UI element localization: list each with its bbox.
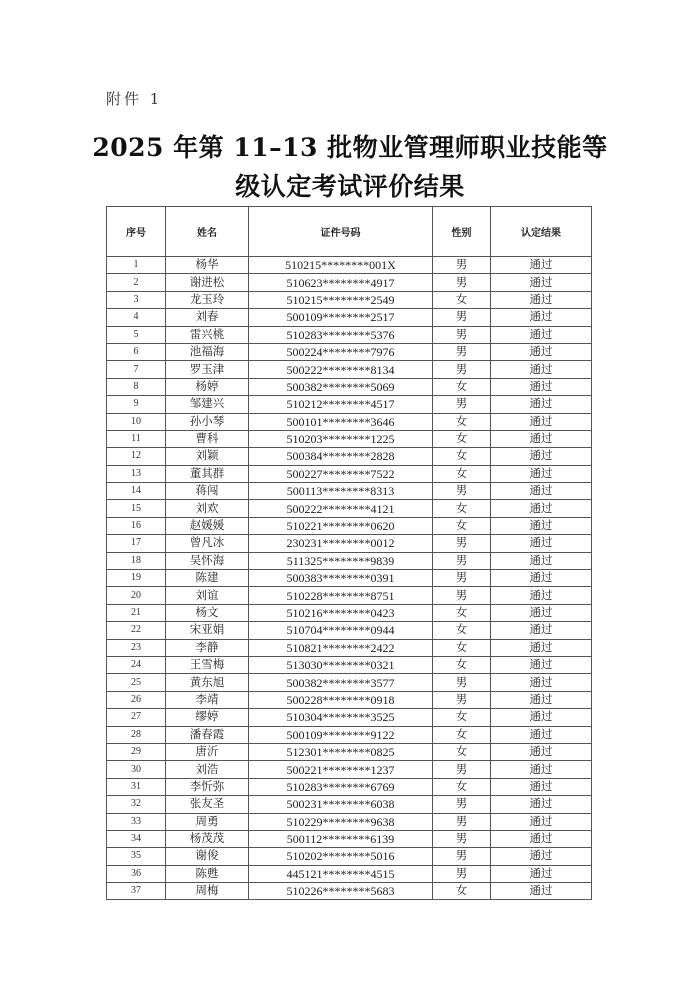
cell-result: 通过	[491, 413, 592, 430]
table-row	[107, 587, 592, 604]
cell-seq: 6	[107, 343, 166, 360]
cell-seq: 16	[107, 517, 166, 534]
cell-id-number: 500382********3577	[249, 674, 433, 691]
cell-gender: 女	[433, 883, 491, 900]
cell-gender: 男	[433, 813, 491, 830]
table-row	[107, 448, 592, 465]
cell-seq: 31	[107, 778, 166, 795]
cell-seq: 15	[107, 500, 166, 517]
cell-name: 杨茂茂	[166, 830, 249, 847]
table-row	[107, 639, 592, 656]
cell-id-number: 510821********2422	[249, 639, 433, 656]
table-row	[107, 674, 592, 691]
cell-result: 通过	[491, 761, 592, 778]
cell-name: 雷兴桃	[166, 326, 249, 343]
cell-gender: 女	[433, 430, 491, 447]
cell-result: 通过	[491, 813, 592, 830]
cell-gender: 女	[433, 413, 491, 430]
cell-seq: 4	[107, 309, 166, 326]
cell-id-number: 510221********0620	[249, 517, 433, 534]
cell-result: 通过	[491, 465, 592, 482]
cell-gender: 男	[433, 830, 491, 847]
table-row	[107, 604, 592, 621]
cell-id-number: 500113********8313	[249, 483, 433, 500]
cell-name: 陈建	[166, 570, 249, 587]
cell-seq: 9	[107, 396, 166, 413]
table-row	[107, 830, 592, 847]
cell-gender: 男	[433, 552, 491, 569]
cell-gender: 男	[433, 257, 491, 274]
cell-id-number: 510283********6769	[249, 778, 433, 795]
cell-result: 通过	[491, 848, 592, 865]
cell-seq: 12	[107, 448, 166, 465]
cell-result: 通过	[491, 656, 592, 673]
cell-name: 李忻弥	[166, 778, 249, 795]
cell-gender: 女	[433, 465, 491, 482]
cell-id-number: 511325********9839	[249, 552, 433, 569]
cell-name: 龙玉玲	[166, 291, 249, 308]
cell-gender: 男	[433, 570, 491, 587]
cell-gender: 女	[433, 604, 491, 621]
cell-id-number: 500101********3646	[249, 413, 433, 430]
cell-name: 刘颖	[166, 448, 249, 465]
cell-name: 缪婷	[166, 709, 249, 726]
cell-seq: 2	[107, 274, 166, 291]
cell-id-number: 230231********0012	[249, 535, 433, 552]
cell-gender: 男	[433, 274, 491, 291]
cell-id-number: 510216********0423	[249, 604, 433, 621]
cell-gender: 男	[433, 535, 491, 552]
table-row	[107, 500, 592, 517]
cell-seq: 32	[107, 796, 166, 813]
cell-name: 李靖	[166, 691, 249, 708]
cell-id-number: 500109********9122	[249, 726, 433, 743]
table-row	[107, 552, 592, 569]
cell-gender: 女	[433, 726, 491, 743]
cell-id-number: 500382********5069	[249, 378, 433, 395]
cell-result: 通过	[491, 500, 592, 517]
cell-seq: 30	[107, 761, 166, 778]
table-body	[107, 257, 592, 900]
table-row	[107, 483, 592, 500]
cell-seq: 10	[107, 413, 166, 430]
cell-id-number: 510623********4917	[249, 274, 433, 291]
cell-result: 通过	[491, 622, 592, 639]
cell-id-number: 510226********5683	[249, 883, 433, 900]
table-row	[107, 430, 592, 447]
cell-result: 通过	[491, 326, 592, 343]
table-row	[107, 726, 592, 743]
cell-name: 谢俊	[166, 848, 249, 865]
cell-seq: 13	[107, 465, 166, 482]
cell-name: 周勇	[166, 813, 249, 830]
cell-seq: 29	[107, 743, 166, 760]
cell-gender: 女	[433, 622, 491, 639]
cell-gender: 男	[433, 848, 491, 865]
cell-id-number: 500227********7522	[249, 465, 433, 482]
cell-seq: 20	[107, 587, 166, 604]
table-row	[107, 691, 592, 708]
table-row	[107, 517, 592, 534]
header-name: 姓名	[166, 207, 249, 257]
cell-name: 赵媛媛	[166, 517, 249, 534]
cell-name: 陈甦	[166, 865, 249, 882]
cell-result: 通过	[491, 570, 592, 587]
cell-id-number: 500228********0918	[249, 691, 433, 708]
table-row	[107, 570, 592, 587]
cell-result: 通过	[491, 483, 592, 500]
header-id-number: 证件号码	[249, 207, 433, 257]
cell-name: 周梅	[166, 883, 249, 900]
cell-name: 李静	[166, 639, 249, 656]
cell-gender: 男	[433, 796, 491, 813]
cell-id-number: 445121********4515	[249, 865, 433, 882]
cell-gender: 女	[433, 639, 491, 656]
cell-gender: 男	[433, 326, 491, 343]
cell-name: 吴怀海	[166, 552, 249, 569]
cell-id-number: 510283********5376	[249, 326, 433, 343]
cell-gender: 男	[433, 361, 491, 378]
cell-id-number: 500112********6139	[249, 830, 433, 847]
cell-name: 潘春霞	[166, 726, 249, 743]
cell-id-number: 510704********0944	[249, 622, 433, 639]
cell-name: 谢进松	[166, 274, 249, 291]
cell-seq: 7	[107, 361, 166, 378]
cell-result: 通过	[491, 865, 592, 882]
cell-id-number: 500383********0391	[249, 570, 433, 587]
cell-seq: 18	[107, 552, 166, 569]
cell-id-number: 512301********0825	[249, 743, 433, 760]
cell-gender: 女	[433, 778, 491, 795]
table-row	[107, 378, 592, 395]
cell-id-number: 500222********4121	[249, 500, 433, 517]
cell-gender: 男	[433, 761, 491, 778]
cell-result: 通过	[491, 778, 592, 795]
cell-gender: 男	[433, 865, 491, 882]
cell-seq: 22	[107, 622, 166, 639]
cell-result: 通过	[491, 552, 592, 569]
document-title-line-2: 级认定考试评价结果	[235, 172, 465, 201]
cell-name: 王雪梅	[166, 656, 249, 673]
header-gender: 性别	[433, 207, 491, 257]
cell-result: 通过	[491, 883, 592, 900]
cell-seq: 33	[107, 813, 166, 830]
cell-gender: 男	[433, 691, 491, 708]
cell-seq: 5	[107, 326, 166, 343]
cell-gender: 男	[433, 483, 491, 500]
cell-result: 通过	[491, 430, 592, 447]
results-table	[106, 206, 592, 900]
cell-name: 宋亚娟	[166, 622, 249, 639]
table-row	[107, 309, 592, 326]
cell-gender: 女	[433, 517, 491, 534]
table-row	[107, 656, 592, 673]
cell-name: 唐沂	[166, 743, 249, 760]
cell-id-number: 500221********1237	[249, 761, 433, 778]
cell-seq: 27	[107, 709, 166, 726]
cell-name: 杨华	[166, 257, 249, 274]
cell-result: 通过	[491, 517, 592, 534]
cell-result: 通过	[491, 743, 592, 760]
cell-id-number: 500109********2517	[249, 309, 433, 326]
cell-name: 黄东旭	[166, 674, 249, 691]
cell-name: 刘春	[166, 309, 249, 326]
cell-id-number: 510215********2549	[249, 291, 433, 308]
table-row	[107, 326, 592, 343]
cell-name: 刘谊	[166, 587, 249, 604]
table-row	[107, 778, 592, 795]
table-row	[107, 257, 592, 274]
table-row	[107, 865, 592, 882]
cell-gender: 女	[433, 709, 491, 726]
document-title-line-1: 2025 年第 11–13 批物业管理师职业技能等	[92, 133, 608, 162]
cell-seq: 24	[107, 656, 166, 673]
cell-gender: 女	[433, 291, 491, 308]
table-row	[107, 622, 592, 639]
cell-id-number: 500231********6038	[249, 796, 433, 813]
cell-seq: 3	[107, 291, 166, 308]
cell-seq: 1	[107, 257, 166, 274]
cell-gender: 男	[433, 674, 491, 691]
table-row	[107, 343, 592, 360]
table-row	[107, 274, 592, 291]
cell-name: 池福海	[166, 343, 249, 360]
cell-name: 杨婷	[166, 378, 249, 395]
cell-gender: 男	[433, 587, 491, 604]
table-row	[107, 743, 592, 760]
cell-result: 通过	[491, 535, 592, 552]
cell-id-number: 513030********0321	[249, 656, 433, 673]
cell-name: 刘浩	[166, 761, 249, 778]
header-seq: 序号	[107, 207, 166, 257]
cell-id-number: 510229********9638	[249, 813, 433, 830]
cell-id-number: 510304********3525	[249, 709, 433, 726]
cell-name: 孙小琴	[166, 413, 249, 430]
cell-result: 通过	[491, 796, 592, 813]
cell-result: 通过	[491, 726, 592, 743]
cell-name: 曾凡冰	[166, 535, 249, 552]
cell-name: 刘欢	[166, 500, 249, 517]
cell-gender: 女	[433, 743, 491, 760]
header-result: 认定结果	[491, 207, 592, 257]
cell-seq: 28	[107, 726, 166, 743]
cell-result: 通过	[491, 309, 592, 326]
cell-seq: 17	[107, 535, 166, 552]
cell-result: 通过	[491, 639, 592, 656]
cell-seq: 11	[107, 430, 166, 447]
cell-result: 通过	[491, 274, 592, 291]
table-row	[107, 813, 592, 830]
cell-id-number: 500222********8134	[249, 361, 433, 378]
table-row	[107, 465, 592, 482]
cell-gender: 男	[433, 396, 491, 413]
cell-result: 通过	[491, 343, 592, 360]
header-row	[107, 207, 592, 257]
cell-id-number: 510202********5016	[249, 848, 433, 865]
cell-result: 通过	[491, 709, 592, 726]
table-row	[107, 709, 592, 726]
cell-seq: 25	[107, 674, 166, 691]
table-row	[107, 848, 592, 865]
table-row	[107, 291, 592, 308]
cell-seq: 26	[107, 691, 166, 708]
cell-seq: 34	[107, 830, 166, 847]
cell-id-number: 500384********2828	[249, 448, 433, 465]
cell-result: 通过	[491, 257, 592, 274]
cell-name: 杨文	[166, 604, 249, 621]
table-row	[107, 761, 592, 778]
table-row	[107, 796, 592, 813]
cell-result: 通过	[491, 691, 592, 708]
cell-seq: 37	[107, 883, 166, 900]
cell-name: 罗玉津	[166, 361, 249, 378]
cell-name: 蒋闯	[166, 483, 249, 500]
cell-gender: 女	[433, 500, 491, 517]
cell-name: 邹建兴	[166, 396, 249, 413]
cell-gender: 女	[433, 448, 491, 465]
cell-id-number: 510212********4517	[249, 396, 433, 413]
table-row	[107, 396, 592, 413]
attachment-label: 附件 1	[106, 90, 163, 108]
cell-name: 张友圣	[166, 796, 249, 813]
cell-seq: 36	[107, 865, 166, 882]
cell-seq: 14	[107, 483, 166, 500]
cell-gender: 女	[433, 656, 491, 673]
cell-seq: 21	[107, 604, 166, 621]
cell-gender: 女	[433, 378, 491, 395]
cell-id-number: 510203********1225	[249, 430, 433, 447]
table-row	[107, 413, 592, 430]
cell-result: 通过	[491, 587, 592, 604]
table-row	[107, 883, 592, 900]
cell-id-number: 510228********8751	[249, 587, 433, 604]
table-row	[107, 361, 592, 378]
cell-result: 通过	[491, 830, 592, 847]
cell-result: 通过	[491, 448, 592, 465]
cell-result: 通过	[491, 674, 592, 691]
cell-gender: 男	[433, 343, 491, 360]
cell-seq: 23	[107, 639, 166, 656]
cell-result: 通过	[491, 361, 592, 378]
table-header	[107, 207, 592, 257]
cell-result: 通过	[491, 378, 592, 395]
cell-seq: 19	[107, 570, 166, 587]
cell-seq: 8	[107, 378, 166, 395]
cell-result: 通过	[491, 396, 592, 413]
cell-name: 曹科	[166, 430, 249, 447]
cell-result: 通过	[491, 291, 592, 308]
cell-id-number: 500224********7976	[249, 343, 433, 360]
table-row	[107, 535, 592, 552]
cell-name: 董其群	[166, 465, 249, 482]
cell-seq: 35	[107, 848, 166, 865]
cell-id-number: 510215********001X	[249, 257, 433, 274]
cell-result: 通过	[491, 604, 592, 621]
cell-gender: 男	[433, 309, 491, 326]
